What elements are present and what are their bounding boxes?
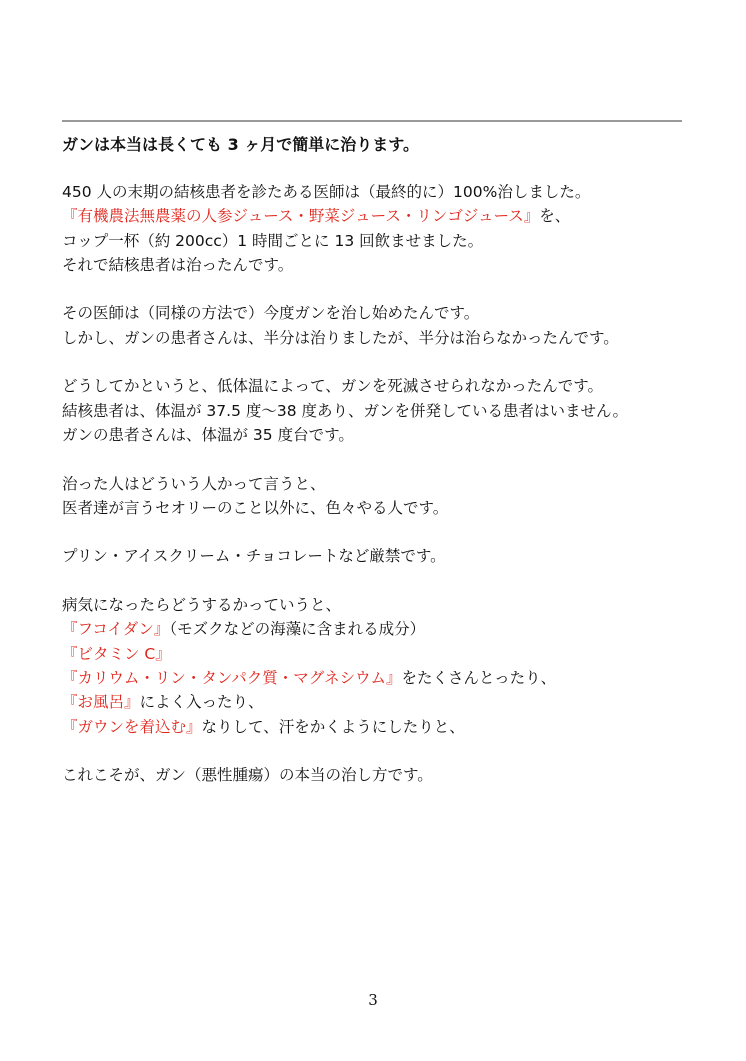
text-line: 450 人の末期の結核患者を診たある医師は（最終的に）100%治しました。 bbox=[62, 183, 591, 201]
body-text bbox=[62, 180, 702, 787]
highlighted-text: 『ガウンを着込む』 bbox=[62, 717, 202, 736]
text-fragment: （モズクなどの海藻に含まれる成分） bbox=[169, 620, 426, 639]
paragraph-gap bbox=[62, 277, 702, 301]
text-line bbox=[62, 690, 702, 714]
highlighted-text: 『お風呂』 bbox=[62, 693, 140, 712]
text-line: それで結核患者は治ったんです。 bbox=[62, 255, 294, 274]
text-fragment: によく入ったり、 bbox=[139, 693, 264, 712]
paragraph-gap bbox=[62, 569, 702, 593]
paragraph-gap bbox=[62, 739, 702, 763]
text-line bbox=[62, 617, 702, 641]
text-line: 結核患者は、体温が 37.5 度～38 度あり、ガンを併発している患者はいません。 bbox=[62, 401, 628, 420]
text-line: これこそが、ガン（悪性腫瘍）の本当の治し方です。 bbox=[62, 766, 433, 785]
text-line: プリン・アイスクリーム・チョコレートなど厳禁です。 bbox=[62, 547, 446, 566]
text-line bbox=[62, 204, 702, 228]
paragraph-gap bbox=[62, 350, 702, 374]
text-line: どうしてかというと、低体温によって、ガンを死滅させられなかったんです。 bbox=[62, 377, 603, 396]
text-fragment: を、 bbox=[539, 207, 571, 226]
highlighted-text: 『フコイダン』 bbox=[62, 620, 170, 639]
highlighted-text: 『カリウム・リン・タンパク質・マグネシウム』 bbox=[62, 668, 402, 687]
text-line: その医師は（同様の方法で）今度ガンを治し始めたんです。 bbox=[62, 304, 480, 323]
paragraph-gap bbox=[62, 520, 702, 544]
text-line: 病気になったらどうするかっていうと、 bbox=[62, 596, 342, 615]
text-line: 医者達が言うセオリーのこと以外に、色々やる人です。 bbox=[62, 498, 449, 517]
highlighted-text: 『ビタミン C』 bbox=[62, 644, 171, 663]
highlighted-text: 『有機農法無農薬の人参ジュース・野菜ジュース・リンゴジュース』 bbox=[62, 207, 540, 226]
header-rule bbox=[62, 120, 682, 122]
text-line: コップ一杯（約 200cc）1 時間ごとに 13 回飲ませました。 bbox=[62, 231, 484, 250]
text-line bbox=[62, 666, 702, 690]
paragraph-gap bbox=[62, 447, 702, 471]
text-fragment: をたくさんとったり、 bbox=[401, 668, 557, 687]
page-heading: ガンは本当は長くても 3 ヶ月で簡単に治ります。 bbox=[62, 135, 419, 154]
text-line: 治った人はどういう人かって言うと、 bbox=[62, 474, 326, 493]
page-number: 3 bbox=[368, 991, 378, 1009]
text-line bbox=[62, 715, 702, 739]
text-fragment: なりして、汗をかくようにしたりと、 bbox=[201, 717, 465, 736]
text-line: しかし、ガンの患者さんは、半分は治りましたが、半分は治らなかったんです。 bbox=[62, 328, 619, 347]
text-line: ガンの患者さんは、体温が 35 度台です。 bbox=[62, 425, 354, 444]
